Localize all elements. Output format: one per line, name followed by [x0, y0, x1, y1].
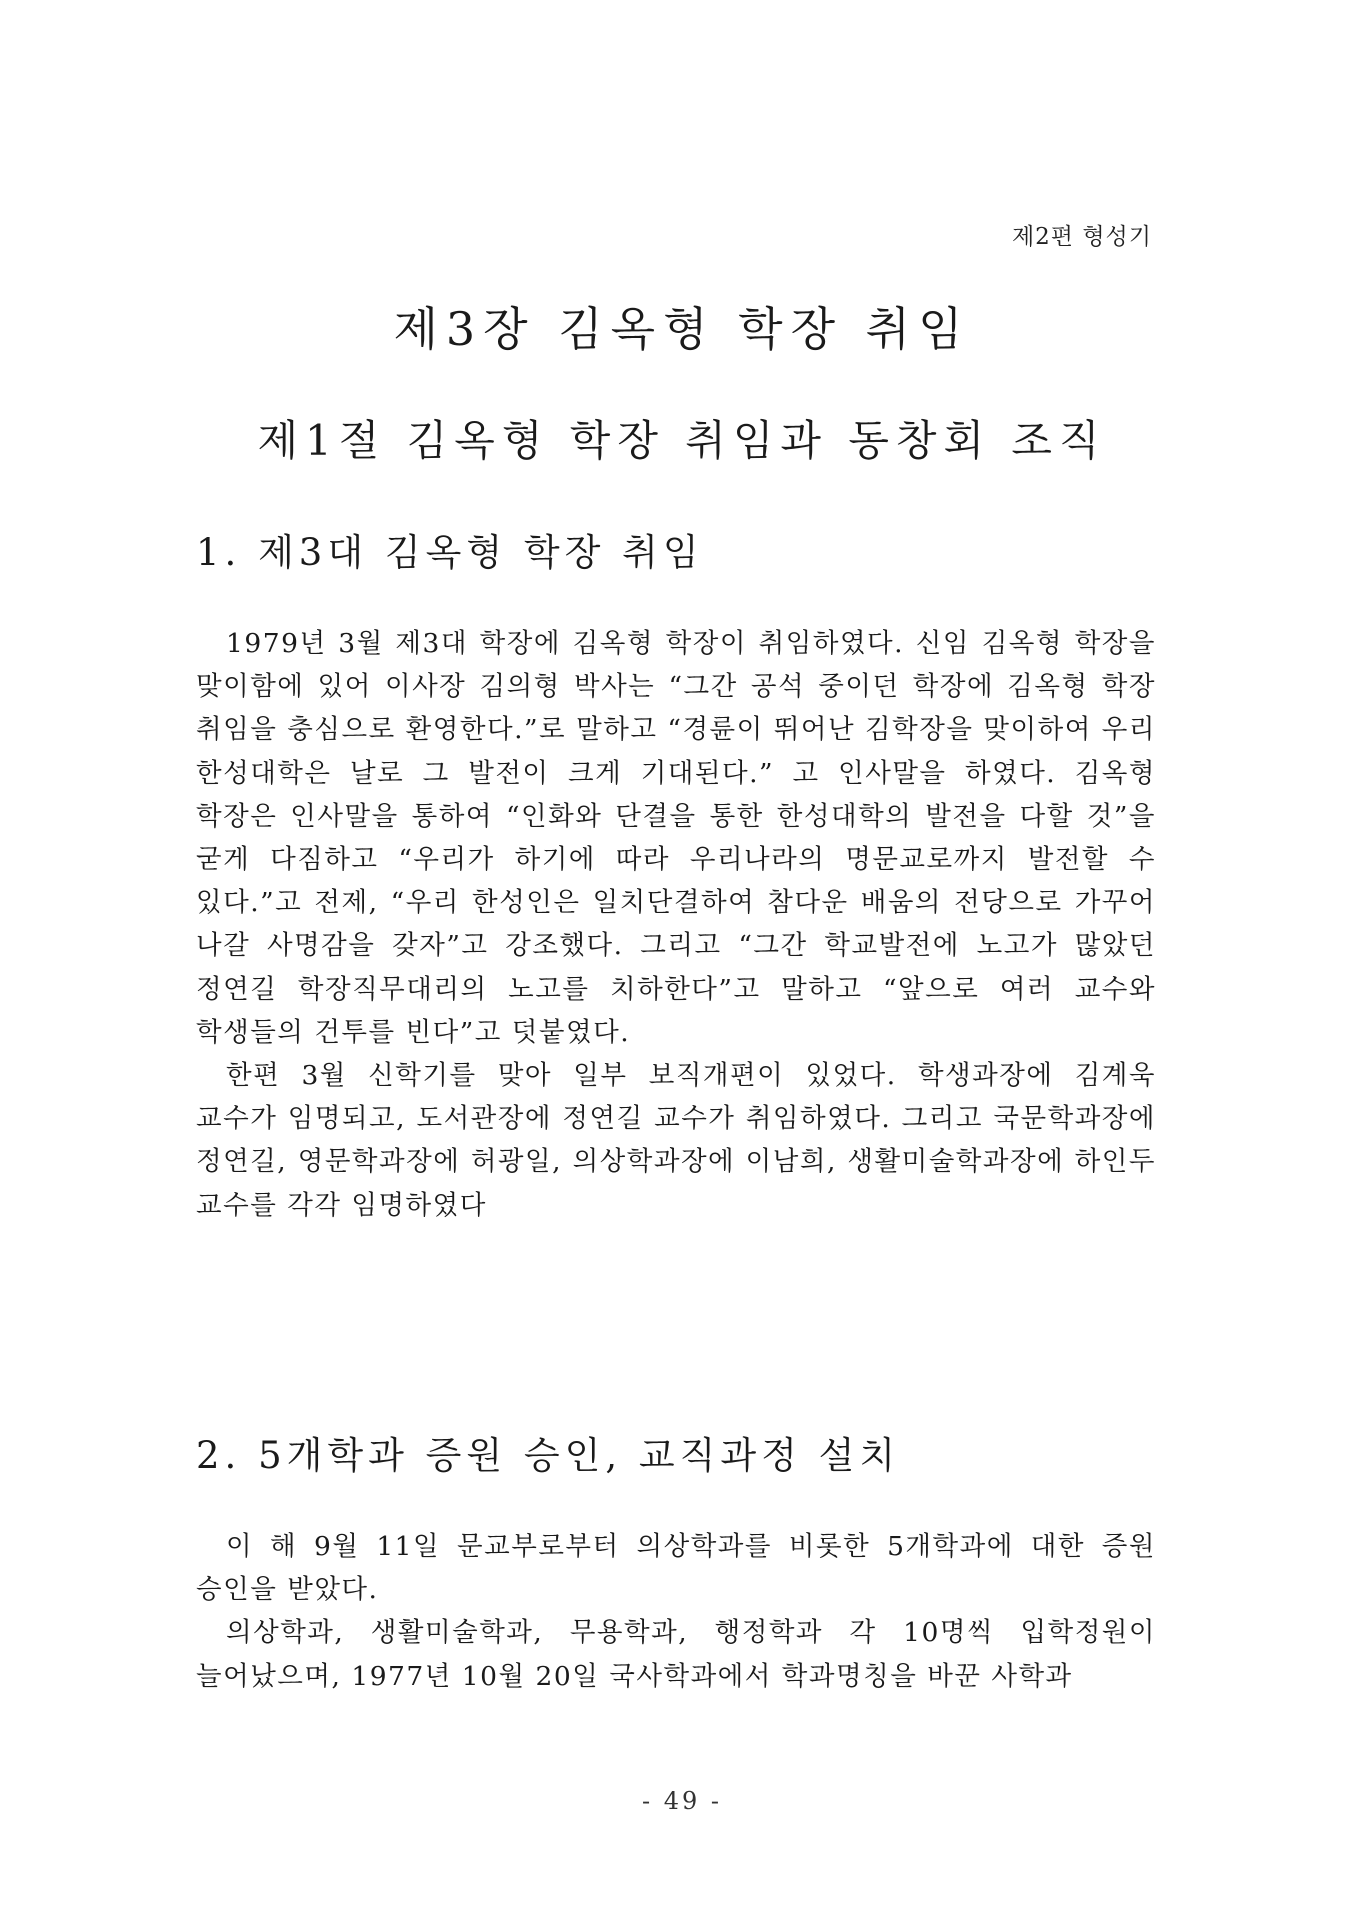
paragraph: 1979년 3월 제3대 학장에 김옥형 학장이 취임하였다. 신임 김옥형 학장을 맞이함에 있어 이사장 김의형 박사는 “그간 공석 중이던 학장에 김옥형 학장 취임을 충심으로 환영한다.”로 말하고 “경륜이 뛰어난 김학장을 맞이하여 우리 한성대학은 날로 그 발전이 크게 기대된다.” 고 인사말을 하였다. 김옥형 학장은 인사말을 통하여 “인화와 단결을 통한 한성대학의 발전을 다할 것”을 굳게 다짐하고 “우리가 하기에 따라 우리나라의 명문교로까지 발전할 수 있다.”고 전제, “우리 한성인은 일치단결하여 참다운 배움의 전당으로 가꾸어 나갈 사명감을 갖자”고 강조했다. 그리고 “그간 학교발전에 노고가 많았던 정연길 학장직무대리의 노고를 치하한다”고 말하고 “앞으로 여러 교수와 학생들의 건투를 빈다”고 덧붙였다. — [196, 628, 1156, 1048]
page-number: - 49 - — [641, 1787, 722, 1815]
paragraph: 의상학과, 생활미술학과, 무용학과, 행정학과 각 10명씩 입학정원이 늘어났으며, 1977년 10월 20일 국사학과에서 학과명칭을 바꾼 사학과 — [196, 1617, 1156, 1692]
paragraph: 한편 3월 신학기를 맞아 일부 보직개편이 있었다. 학생과장에 김계욱 교수가 임명되고, 도서관장에 정연길 교수가 취임하였다. 그리고 국문학과장에 정연길, 영문학과장에 허광일, 의상학과장에 이남희, 생활미술학과장에 하인두 교수를 각각 임명하였다 — [196, 1060, 1156, 1221]
subsection-heading-2: 2. 5개학과 증원 승인, 교직과정 설치 — [196, 1434, 901, 1477]
section-title: 제1절 김옥형 학장 취임과 동창회 조직 — [257, 416, 1107, 465]
subsection-body-1 — [196, 622, 1156, 1227]
chapter-title: 제3장 김옥형 학장 취임 — [393, 302, 971, 356]
subsection-body-2 — [196, 1525, 1156, 1698]
paragraph: 이 해 9월 11일 문교부로부터 의상학과를 비롯한 5개학과에 대한 증원 승인을 받았다. — [196, 1531, 1156, 1606]
running-header: 제2편 형성기 — [1011, 224, 1152, 250]
subsection-heading-1: 1. 제3대 김옥형 학장 취임 — [196, 531, 704, 574]
